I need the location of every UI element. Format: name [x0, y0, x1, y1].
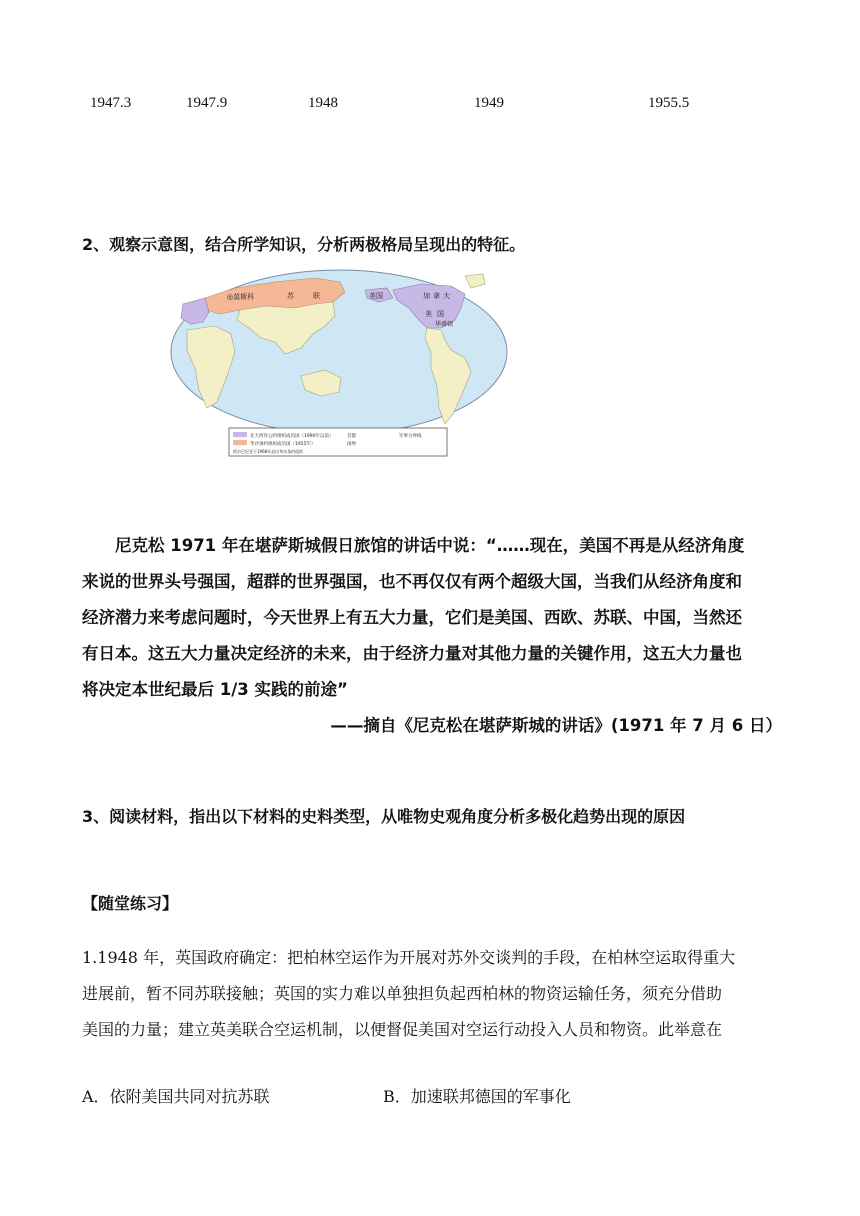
label-usa-1: 美	[425, 310, 432, 318]
label-canada-3: 大	[443, 292, 450, 300]
practice-heading: 【随堂练习】	[82, 894, 179, 913]
quote-line-1: 尼克松 1971 年在堪萨斯城假日旅馆的讲话中说：“……现在，美国不再是从经济角度	[115, 536, 745, 555]
legend-swatch-warsaw	[233, 440, 247, 445]
label-usa-2: 国	[437, 310, 444, 318]
option-b: B．加速联邦德国的军事化	[383, 1087, 571, 1106]
legend-warsaw: 华沙条约组织成员国（1955年）	[250, 442, 316, 447]
question-3: 3、阅读材料，指出以下材料的史料类型，从唯物史观角度分析多极化趋势出现的原因	[82, 807, 686, 826]
practice-question-1	[82, 940, 782, 1048]
legend-capital: 首都	[347, 434, 356, 439]
label-moscow: ◎莫斯科	[227, 293, 255, 301]
label-canada-2: 拿	[433, 292, 440, 300]
label-lian: 联	[313, 292, 320, 300]
question-2: 2、观察示意图，结合所学知识，分析两极格局呈现出的特征。	[82, 235, 526, 254]
option-a: A．依附美国共同对抗苏联	[82, 1087, 270, 1106]
world-map-figure	[165, 268, 513, 458]
legend-nato: 北大西洋公约组织成员国（1990年以前）	[250, 434, 334, 439]
quote-line-4: 有日本。这五大力量决定经济的未来，由于经济力量对其他力量的关键作用，这五大力量也	[82, 644, 742, 663]
nixon-quote	[82, 528, 782, 744]
practice-q1-line-3: 美国的力量；建立英美联合空运机制，以便督促美国对空运行动投入人员和物资。此举意在	[82, 1020, 723, 1039]
legend-border: 国界	[347, 442, 356, 447]
quote-line-3: 经济潜力来考虑问题时，今天世界上有五大力量，它们是美国、西欧、苏联、中国，当然还	[82, 608, 742, 627]
practice-q1-line-1: 1.1948 年，英国政府确定：把柏林空运作为开展对苏外交谈判的手段，在柏林空运取得重大	[82, 948, 736, 967]
label-canada-1: 加	[423, 292, 430, 300]
label-su: 苏	[287, 292, 294, 300]
timeline-year-3: 1948	[308, 95, 338, 111]
practice-q1-line-2: 进展前，暂不同苏联接触；英国的实力难以单独担负起西柏林的物资运输任务，须充分借助	[82, 984, 723, 1003]
quote-line-2: 来说的世界头号强国，超群的世界强国，也不再仅仅有两个超级大国，当我们从经济角度和	[82, 572, 742, 591]
label-washington: 华盛顿	[435, 321, 454, 328]
quote-source: ——摘自《尼克松在堪萨斯城的讲话》(1971 年 7 月 6 日）	[330, 716, 782, 735]
legend-military-line: 军事分界线	[399, 434, 422, 439]
world-map	[165, 268, 513, 458]
timeline-year-5: 1955.5	[648, 95, 690, 111]
timeline-year-2: 1947.9	[186, 95, 228, 111]
timeline-year-1: 1947.3	[90, 95, 132, 111]
label-usa-alaska: 美国	[369, 292, 383, 300]
legend-swatch-nato	[233, 432, 247, 437]
quote-line-5: 将决定本世纪最后 1/3 实践的前途”	[82, 680, 348, 699]
legend-note: 阿尔巴尼亚于1968年退出华沙条约组织	[233, 449, 304, 454]
timeline-year-4: 1949	[474, 95, 504, 111]
